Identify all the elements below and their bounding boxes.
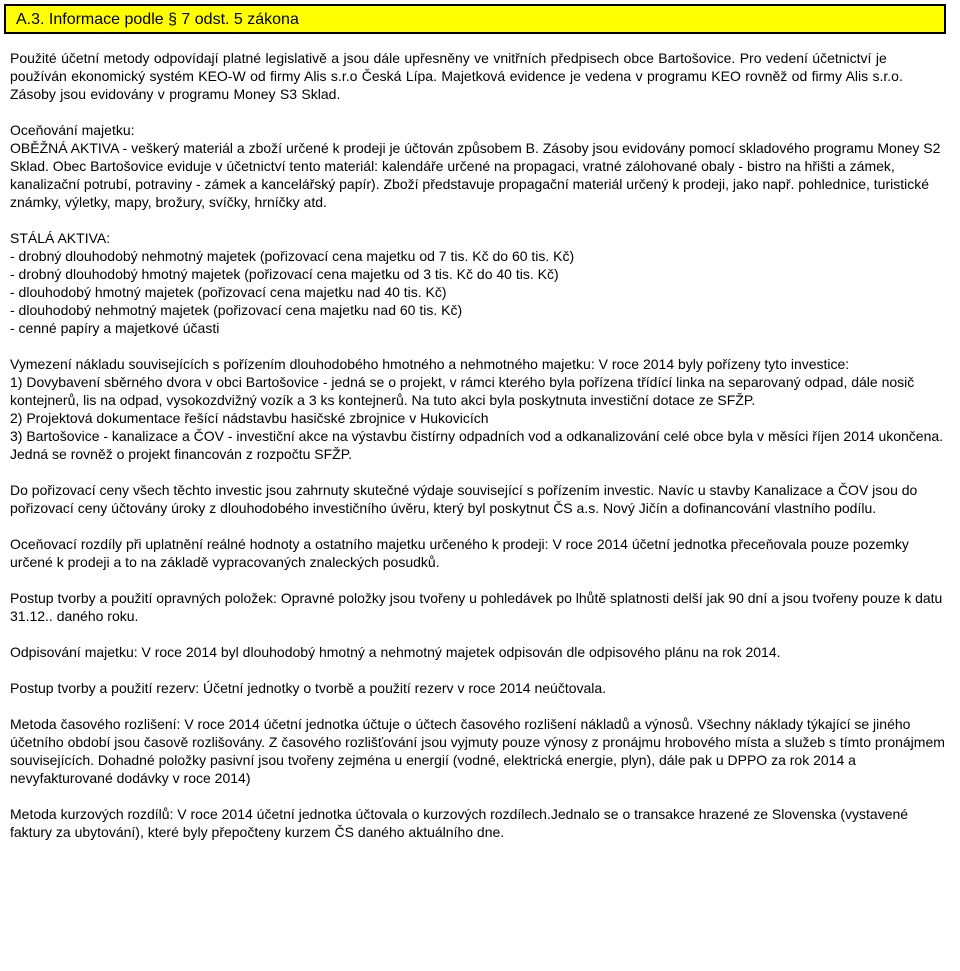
depreciation-paragraph: Odpisování majetku: V roce 2014 byl dlouhodobý hmotný a nehmotný majetek odpisován dle odpisového plánu na rok 2014. bbox=[10, 644, 781, 660]
investment-costs-intro: Vymezení nákladu souvisejících s pořízením dlouhodobého hmotného a nehmotného majetku: V roce 2014 byly pořízeny tyto investice: bbox=[10, 356, 850, 372]
fixed-assets-item: - drobný dlouhodobý nehmotný majetek (pořizovací cena majetku od 7 tis. Kč do 60 tis. Kč) bbox=[10, 248, 575, 264]
fixed-assets-item: - drobný dlouhodobý hmotný majetek (pořizovací cena majetku od 3 tis. Kč do 40 tis. Kč) bbox=[10, 266, 559, 282]
valuation-block bbox=[10, 121, 945, 211]
exchange-rate-paragraph: Metoda kurzových rozdílů: V roce 2014 účetní jednotka účtovala o kurzových rozdílech.Jednalo se o transakce hrazené ze Slovenska (vystavené faktury za ubytování), které byly přepočteny kurzem ČS daného aktuálního dne. bbox=[10, 806, 909, 840]
investment-item: 2) Projektová dokumentace řešící nádstavbu hasičské zbrojnice v Hukovicích bbox=[10, 410, 489, 426]
fixed-assets-block bbox=[10, 229, 945, 337]
accruals-paragraph: Metoda časového rozlišení: V roce 2014 účetní jednotka účtuje o účtech časového rozlišení nákladů a výnosů. Všechny náklady týkající se jiného účetního období jsou časově rozlišovány. Z časového rozlišťování jsou vyjmuty pouze výnosy z pronájmu hrobového místa a služeb s tímto pronájmem souvisejících. Dohadné položky pasivní jsou tvořeny zejména u energií (vodné, elektrická energie, plyn), dále pak u DPPO za rok 2014 a nevyfakturované dodávky v roce 2014) bbox=[10, 716, 945, 786]
investment-costs-block bbox=[10, 355, 945, 463]
reserves-paragraph: Postup tvorby a použití rezerv: Účetní jednotky o tvorbě a použití rezerv v roce 2014 neúčtovala. bbox=[10, 680, 607, 696]
valuation-heading: Oceňování majetku: bbox=[10, 122, 135, 138]
provisions-paragraph: Postup tvorby a použití opravných položek: Opravné položky jsou tvořeny u pohledávek po lhůtě splatnosti delší jak 90 dní a jsou tvořeny pouze k datu 31.12.. daného roku. bbox=[10, 590, 943, 624]
fixed-assets-item: - cenné papíry a majetkové účasti bbox=[10, 320, 220, 336]
investment-item: 3) Bartošovice - kanalizace a ČOV - investiční akce na výstavbu čistírny odpadních vod a odkanalizování celé obce byla v měsíci říjen 2014 ukončena. Jedná se rovněž o projekt financován z rozpočtu SFŽP. bbox=[10, 428, 944, 462]
fixed-assets-item: - dlouhodobý hmotný majetek (pořizovací cena majetku nad 40 tis. Kč) bbox=[10, 284, 447, 300]
intro-paragraph: Použité účetní metody odpovídají platné legislativě a jsou dále upřesněny ve vnitřních předpisech obce Bartošovice. Pro vedení účetnictví je používán ekonomický systém KEO-W od firmy Alis s.r.o Česká Lípa. Majetková evidence je vedena v programu KEO rovněž od firmy Alis s.r.o. Zásoby jsou evidovány v programu Money S3 Sklad. bbox=[10, 50, 903, 102]
acquisition-cost-paragraph: Do pořizovací ceny všech těchto investic jsou zahrnuty skutečné výdaje související s pořízením investic. Navíc u stavby Kanalizace a ČOV jsou do pořizovací ceny účtovány úroky z dlouhodobého investičního úvěru, který byl poskytnut ČS a.s. Nový Jičín a dofinancování vlastního podílu. bbox=[10, 482, 918, 516]
fixed-assets-heading: STÁLÁ AKTIVA: bbox=[10, 230, 111, 246]
document-body bbox=[10, 49, 945, 859]
revaluation-paragraph: Oceňovací rozdíly při uplatnění reálné hodnoty a ostatního majetku určeného k prodeji: V roce 2014 účetní jednotka přeceňovala pouze pozemky určené k prodeji a to na základě vypracovaných znaleckých posudků. bbox=[10, 536, 909, 570]
section-header bbox=[4, 4, 946, 34]
fixed-assets-item: - dlouhodobý nehmotný majetek (pořizovací cena majetku nad 60 tis. Kč) bbox=[10, 302, 463, 318]
section-title: A.3. Informace podle § 7 odst. 5 zákona bbox=[16, 11, 299, 28]
investment-item: 1) Dovybavení sběrného dvora v obci Bartošovice - jedná se o projekt, v rámci kterého byla pořízena třídící linka na separovaný odpad, dále nosič kontejnerů, lis na odpad, vysokozdvižný vozík a 3 ks kontejnerů. Na tuto akci byla poskytnuta investiční dotace ze SFŽP. bbox=[10, 374, 915, 408]
current-assets-paragraph: OBĚŽNÁ AKTIVA - veškerý materiál a zboží určené k prodeji je účtován způsobem B. Zásoby jsou evidovány pomocí skladového programu Money S2 Sklad. Obec Bartošovice eviduje v účetnictví tento materiál: kalendáře určené na propagaci, vratné zálohované obaly - bistro na hřišti a zámek, kanalizační potrubí, potraviny - zámek a kancelářský papír). Zboží představuje propagační materiál určený k prodeji, jako např. pohlednice, turistické známky, výletky, mapy, brožury, svíčky, hrníčky atd. bbox=[10, 140, 941, 210]
